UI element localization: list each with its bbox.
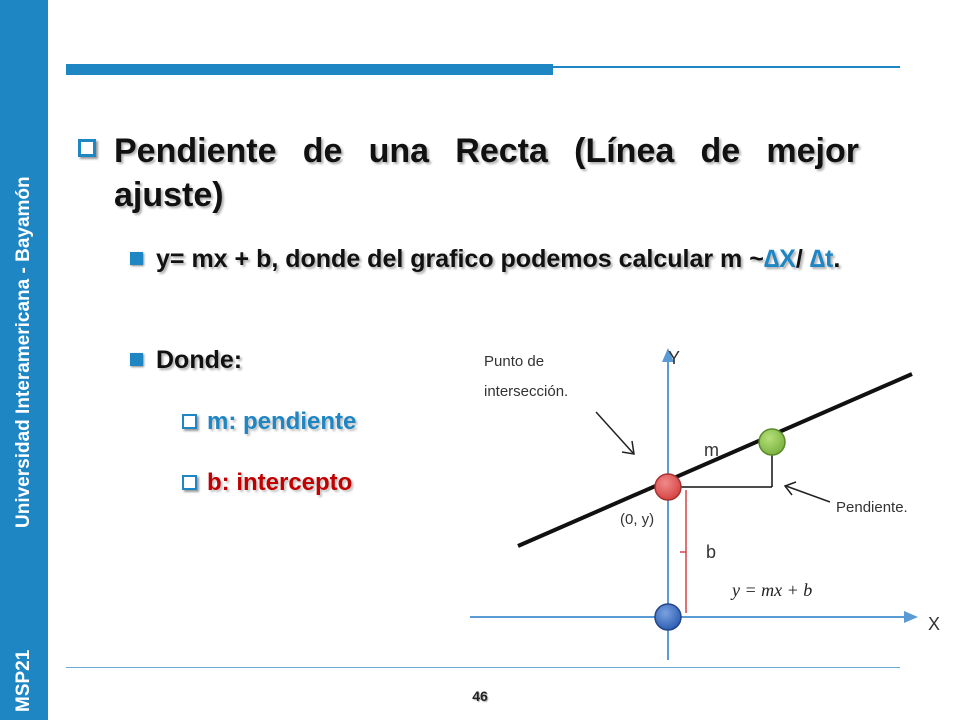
origin-point bbox=[655, 604, 681, 630]
course-code: MSP21 bbox=[13, 649, 34, 712]
donde-bullet-icon bbox=[130, 353, 143, 366]
page-number: 46 bbox=[472, 688, 488, 704]
equation-paragraph bbox=[156, 243, 886, 276]
point-label: (0, y) bbox=[620, 511, 655, 528]
intersection-label-line1: Punto de bbox=[484, 353, 545, 370]
x-axis-arrow-icon bbox=[904, 611, 918, 623]
intersection-arrow-line bbox=[596, 412, 633, 453]
slope-arrow-line bbox=[786, 486, 830, 502]
b-bullet-icon bbox=[182, 475, 197, 490]
intercept-point bbox=[655, 474, 681, 500]
header-bar-thin bbox=[553, 66, 900, 68]
x-axis-label: X bbox=[928, 614, 941, 634]
period: . bbox=[833, 245, 841, 273]
sidebar-text bbox=[0, 0, 48, 720]
equation-bullet-icon bbox=[130, 252, 143, 265]
slide-title: Pendiente de una Recta (Línea de mejor ajuste) bbox=[114, 132, 859, 214]
university-name: Universidad Interamericana - Bayamón bbox=[13, 176, 34, 528]
y-axis-label: Y bbox=[668, 348, 681, 368]
b-definition: b: intercepto bbox=[207, 469, 353, 496]
slope-label: Pendiente. bbox=[836, 499, 908, 516]
equation-text: y= mx + b, donde del grafico podemos calcular m ~ bbox=[156, 245, 764, 273]
slash: / bbox=[795, 245, 803, 273]
footer-line bbox=[66, 667, 900, 668]
delta-x: ∆X bbox=[763, 245, 796, 273]
m-definition: m: pendiente bbox=[207, 408, 357, 435]
intersection-label-line2: intersección. bbox=[484, 383, 569, 400]
line-equation: y = mx + b bbox=[732, 580, 813, 600]
m-bullet-icon bbox=[182, 414, 197, 429]
slope-diagram bbox=[470, 340, 950, 660]
delta-t: ∆t bbox=[809, 245, 834, 273]
b-label: b bbox=[706, 542, 717, 562]
title-bullet-icon bbox=[78, 139, 96, 157]
donde-label: Donde: bbox=[156, 346, 243, 374]
second-point bbox=[759, 429, 785, 455]
m-label: m bbox=[704, 440, 719, 460]
header-bar-thick bbox=[66, 64, 553, 75]
best-fit-line bbox=[518, 374, 912, 546]
